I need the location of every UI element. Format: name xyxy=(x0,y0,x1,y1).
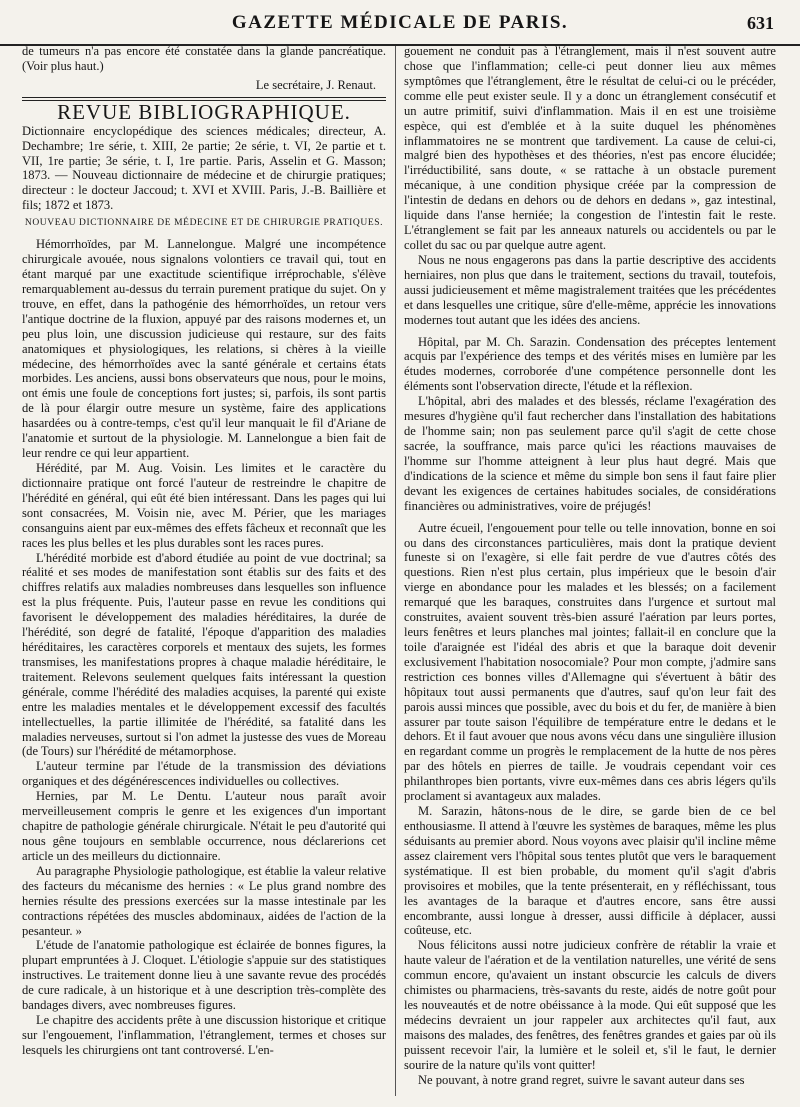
paragraph-engouement: gouement ne conduit pas à l'étranglement, mais il n'est souvent autre chose que l'inflammation; celle-ci peut donner lieu aux mêmes symptômes que l'étranglement, être le résultat de celui-ci ou le précéder, comme elle peut exister seule. Il y a donc un étranglement consécutif et un autre primitif, suivi d'inflammation. Mais il en est une troisième espèce, qui est d'emblée et à la suite duquel les phénomènes inflammatoires ne se montrent que tardivement. La cause de celui-ci, malgré bien des hypothèses et des théories, n'est pas encore élucidée; l'irréductibilité, sans doute, « se rattache à un obstacle purement mécanique, à une condition physique créée par la compression de l'intestin de dedans en dehors ou de dehors en dedans », gaz intestinal, liquide dans l'anse herniée; la congestion de l'intestin fait le reste. L'étranglement se fait par les anneaux naturels ou accidentels ou par le collet du sac ou par quelque autre agent. xyxy=(404,44,776,252)
paragraph-ecueil: Autre écueil, l'engouement pour telle ou telle innovation, bonne en soi ou dans des circonstances particulières, mais dont la pratique devient funeste si on l'exagère, si elle fait perdre de vue d'autres côtés des questions. Rien n'est plus certain, plus impérieux que le besoin d'air vierge en abondance pour les malades et les blessés; on a facilement remarqué que les baraques, construites dans l'urgence et surtout mal construites, avaient souvent très-bien assuré l'aération par leurs portes, leurs fenêtres et leurs planches mal jointes; fallait-il en conclure que la toile d'araignée est l'idéal des abris et que la baraque doit devenir exclusivement l'habitation nosocomiale? Pour mon compte, j'admire sans restriction ces bonnes villes d'Allemagne qui s'évertuent à bâtir des hôpitaux tout aussi permanents que d'autres, sauf qu'on leur fait des parois aussi minces que possible, avec du bois et du fer, de manière à bien assurer par toute saison l'équilibre de température entre le dedans et le dehors. Et il faut avouer que nous avons vécu dans une singulière illusion en regardant comme un progrès le remplacement de la hutte de nos pères par des hôtels en pierres de taille. Je voudrais cependant voir ces philanthropes bien portants, vivre eux-mêmes dans ces abris légers qu'ils proclament si avantageux aux malades. xyxy=(404,520,776,804)
paragraph-ne-pouvant: Ne pouvant, à notre grand regret, suivre le savant auteur dans ses xyxy=(418,1072,745,1087)
paragraph-gap xyxy=(404,514,776,521)
right-column xyxy=(404,44,776,1088)
page-header xyxy=(0,10,800,46)
page-number: 631 xyxy=(747,13,774,33)
paragraph-heredite-morbide: L'hérédité morbide est d'abord étudiée au point de vue doctrinal; sa réalité et ses modes de manifestation sont établis sur des faits et des chiffres relatifs aux maladies nombreuses dans lesquelles son influence est la plus fréquente. Puis, l'auteur passe en revue les conditions qui favorisent le développement des maladies héréditaires, la durée de l'hérédité, son degré de fatalité, l'époque d'apparition des maladies héréditaires, les caractères corporels et mentaux des sujets, les formes transmises, les manifestations propres à chaque maladie héréditaire, le traitement. Relevons seulement quelques faits intéressant la question générale, comme l'hérédité des maladies acquises, la parenté qui existe entre les maladies mentales et le développement excessif des facultés intellectuelles, la partie illimitée de l'hérédité, sa fatalité dans les maladies nerveuses, surtout si l'on admet la justesse des vues de Moreau (de Tours) sur l'hérédité de métamorphose. xyxy=(22,550,386,759)
secretary-signature: Le secrétaire, J. Renaut. xyxy=(255,77,376,92)
paragraph-auteur-termine: L'auteur termine par l'étude de la transmission des déviations organiques et des dégénérescences individuelles ou collectives. xyxy=(22,759,386,789)
left-column xyxy=(22,44,386,1058)
paragraph-anatomie: L'étude de l'anatomie pathologique est éclairée de bonnes figures, la plupart empruntées à J. Cloquet. L'étiologie s'appuie sur des statistiques instructives. Le traitement donne lieu à une savante revue des procédés de cure radicale, à un historique et à une description très-complète des bandages divers, avec nombreuses figures. xyxy=(22,938,386,1013)
paragraph-accidents: Le chapitre des accidents prête à une discussion historique et critique sur l'engouement, l'inflammation, l'étranglement, termes et choses sur lesquels les chirurgiens ont tant controversé. L'en- xyxy=(22,1013,386,1057)
paragraph-sarazin: M. Sarazin, hâtons-nous de le dire, se garde bien de ce bel enthousiasme. Il attend à l'œuvre les systèmes de baraques, même les plus séduisants au premier abord. Nous voyons avec plaisir qu'il incline même assez clairement vers l'hôpital sous tentes plutôt que vers le baraquement systématique. Il est bien probable, du moment qu'il s'agit d'abris provisoires et mobiles, que la tente présenterait, en y réfléchissant, tous les avantages de la baraque et d'autres encore, sans être aussi encombrante, aussi longue à dresser, aussi difficile à déplacer, aussi coûteuse, etc. xyxy=(404,804,776,938)
journal-title: GAZETTE MÉDICALE DE PARIS. xyxy=(231,12,569,33)
article-hernies: Hernies, par M. Le Dentu. L'auteur nous paraît avoir merveilleusement compris le genre et les exigences d'un important chapitre de pathologie générale chirurgicale. N'était le peu d'autorité qui nous gêne toujours en semblable occurrence, nous déclarerions cet article un des meilleurs du dictionnaire. xyxy=(22,789,386,863)
subsection-heading: NOUVEAU DICTIONNAIRE DE MÉDECINE ET DE CHIRURGIE PRATIQUES. xyxy=(24,218,384,229)
paragraph-gap xyxy=(404,328,776,335)
article-hopital: Hôpital, par M. Ch. Sarazin. Condensation des préceptes lentement acquis par l'expérience des temps et des vérités mises en lumière par les études modernes, corroborée d'une compétence personnelle dont les éléments sont l'observation directe, l'étude et la réflexion. xyxy=(404,334,776,394)
continued-paragraph: de tumeurs n'a pas encore été constatée dans la glande pancréatique. (Voir plus haut.) xyxy=(22,44,386,73)
column-divider xyxy=(395,46,396,1096)
paragraph-abri: L'hôpital, abri des malades et des blessés, réclame l'exagération des mesures d'hygiène qu'il faut rechercher dans l'installation des habitations de l'homme sain; non pas seulement parce qu'il s'agit de cette chose sacrée, la souffrance, mais parce qu'ici les réactions mauvaises de l'homme sur l'homme atteignent à leur plus haut degré. Mais que d'indications de la science et même du simple bon sens il faut faire plier devant les exigences de certaines habitudes sociales, de considérations financières ou administratives, voire de préjugés! xyxy=(404,394,776,513)
section-title: REVUE BIBLIOGRAPHIQUE. xyxy=(57,99,351,124)
bibliography-entry: Dictionnaire encyclopédique des sciences médicales; directeur, A. Dechambre; 1re série, t. XIII, 2e partie; 2e série, t. VI, 2e partie et t. VII, 1re partie; 3e série, t. I, 1re partie. Paris, Asselin et G. Masson; 1873. — Nouveau dictionnaire de médecine et de chirurgie pratiques; directeur : le docteur Jaccoud; t. XVI et XVIII. Paris, J.-B. Baillière et fils; 1872 et 1873. xyxy=(22,123,386,213)
article-heredite: Hérédité, par M. Aug. Voisin. Les limites et le caractère du dictionnaire pratique ont forcé l'auteur de restreindre le chapitre de l'hérédité en général, qui eût été bien intéressant. Dans les pages qui lui sont consacrées, M. Voisin nie, avec M. Périer, que les mariages consanguins aient par eux-mêmes des effets fâcheux et reconnaît que les races les plus belles et les plus durables sont les races pures. xyxy=(22,460,386,550)
article-hemorroides: Hémorrhoïdes, par M. Lannelongue. Malgré une incompétence chirurgicale avouée, nous signalons volontiers ce travail qui, tout en étant marqué par une exactitude scientifique irréprochable, s'élève remarquablement au-dessus du terrain purement pratique du sujet. On y trouve, en effet, dans la pathogénie des hémorrhoïdes, un retour vers l'antique doctrine de la fluxion, appuyé par des raisons modernes et, un peu plus loin, une discussion judicieuse qui restaure, sur des faits anatomiques et physiologiques, les relations, si chères à la vieille médecine, des hémorrhoïdes avec la santé générale et certains états morbides. Les anciens, aussi bons observateurs que nous, pour le moins, ont émis une foule de conceptions fort justes; si, parfois, ils sont partis de là pour élargir outre mesure un système, faire des applications hasardées ou à contre-temps, c'est qu'il leur manquait le fil d'Ariane de l'anatomie et surtout de la physiologie. M. Lannelongue a bien fait de leur rendre ce qui leur appartient. xyxy=(22,237,386,461)
paragraph-nous: Nous ne nous engagerons pas dans la partie descriptive des accidents herniaires, non plus que dans le traitement, sections du travail, toutefois, aussi judicieusement et même magistralement traitées que les précédentes et dans lesquelles une critique, sûre d'elle-même, apprécie les innovations modernes tout autant que les idées des anciens. xyxy=(404,252,776,327)
paragraph-felicitons: Nous félicitons aussi notre judicieux confrère de rétablir la vraie et haute valeur de l'aération et de la ventilation naturelles, une vérité de sens commun encore, qu'avaient un instant obscurcie les calculs de divers chimistes ou pharmaciens, très-savants du reste, aidés de notre goût pour les nouveautés et de notre obéissance à la mode. Qui eût supposé que les médecins devraient un jour rappeler aux architectes qu'il faut, aux maisons des malades, des fenêtres, des fenêtres grandes et gaies par où ils puissent recevoir l'air, la lumière et le soleil et, s'il le faut, le dernier sourire de la nature qu'ils vont quitter! xyxy=(404,938,776,1072)
paragraph-physiologie: Au paragraphe Physiologie pathologique, est établie la valeur relative des facteurs du mécanisme des hernies : « Le plus grand nombre des hernies résulte des pressions exercées sur la masse intestinale par les contractions répétées des muscles abdominaux, aidées de l'action de la pesanteur. » xyxy=(22,863,386,938)
